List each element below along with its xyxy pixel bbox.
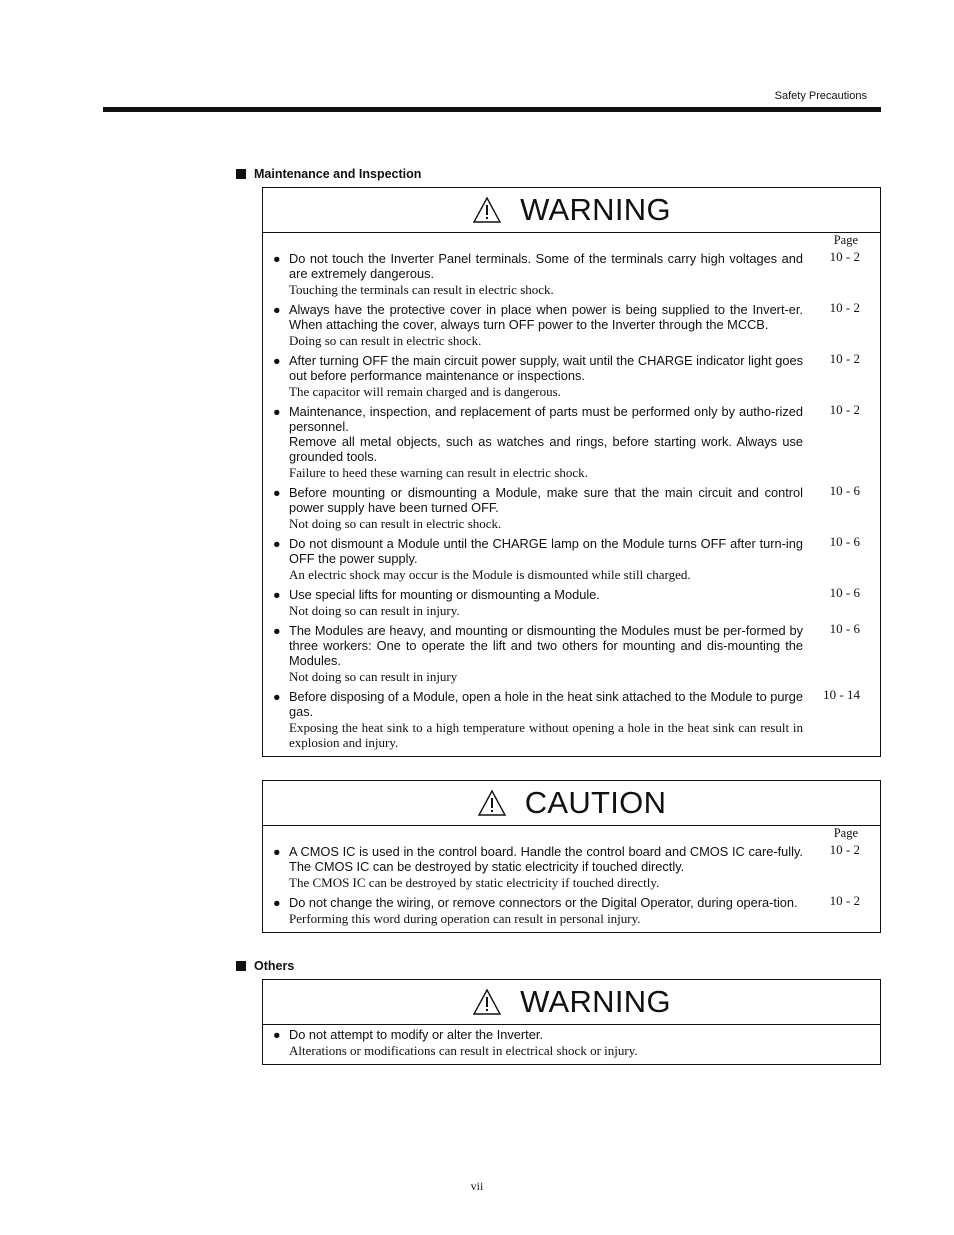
bullet-icon: ●	[273, 486, 281, 500]
bullet-icon: ●	[273, 690, 281, 704]
item-note: Touching the terminals can result in electric shock.	[289, 282, 554, 297]
bullet-icon: ●	[273, 405, 281, 419]
warning-title: WARNING	[520, 192, 671, 227]
item-text-continued: Remove all metal objects, such as watches and rings, before starting work. Always use grounded tools.	[289, 434, 803, 464]
item-page-ref: 10 - 2	[829, 351, 860, 366]
warning-header	[263, 188, 880, 233]
item-page-ref: 10 - 2	[829, 893, 860, 908]
item-page-ref: 10 - 6	[829, 534, 860, 549]
caution-header	[263, 781, 880, 826]
list-item	[263, 485, 880, 531]
item-page-ref: 10 - 2	[829, 300, 860, 315]
warning-triangle-icon	[472, 196, 502, 224]
warning-box-maintenance	[262, 187, 881, 757]
item-page-ref: 10 - 2	[829, 402, 860, 417]
item-page-ref: 10 - 2	[829, 249, 860, 264]
page-number: vii	[470, 1179, 484, 1193]
bullet-icon: ●	[273, 303, 281, 317]
item-note: An electric shock may occur is the Module is dismounted while still charged.	[289, 567, 691, 582]
list-item	[263, 251, 880, 297]
warning-header	[263, 980, 880, 1025]
item-text: The Modules are heavy, and mounting or dismounting the Modules must be per-formed by three workers: One to operate the lift and two others for mounting and dis-mounting the Modules.	[289, 623, 803, 668]
item-text: Before mounting or dismounting a Module, make sure that the main circuit and control power supply have been turned OFF.	[289, 485, 803, 515]
section-heading-others	[236, 959, 294, 973]
item-text: Do not dismount a Module until the CHARGE lamp on the Module turns OFF after turn-ing OFF the power supply.	[289, 536, 803, 566]
section-title: Maintenance and Inspection	[254, 167, 422, 181]
list-item	[263, 353, 880, 399]
item-note: Exposing the heat sink to a high temperature without opening a hole in the heat sink can result in explosion and injury.	[289, 720, 803, 750]
item-text: Do not attempt to modify or alter the Inverter.	[289, 1027, 543, 1042]
section-title: Others	[254, 959, 295, 973]
item-note: Alterations or modifications can result in electrical shock or injury.	[289, 1043, 638, 1058]
item-text: Use special lifts for mounting or dismounting a Module.	[289, 587, 600, 602]
bullet-icon: ●	[273, 588, 281, 602]
square-bullet-icon	[236, 169, 246, 179]
item-text: Do not touch the Inverter Panel terminals. Some of the terminals carry high voltages and are extremely dangerous.	[289, 251, 803, 281]
item-page-ref: 10 - 14	[823, 687, 860, 702]
item-text: Maintenance, inspection, and replacement of parts must be performed only by autho-rized personnel.	[289, 404, 803, 434]
item-note: Not doing so can result in electric shock.	[289, 516, 502, 531]
list-item	[263, 404, 880, 480]
warning-triangle-icon	[472, 988, 502, 1016]
item-page-ref: 10 - 2	[829, 842, 860, 857]
list-item	[263, 689, 880, 750]
item-note: Performing this word during operation can result in personal injury.	[289, 911, 641, 926]
header-rule	[103, 107, 881, 112]
list-item	[263, 623, 880, 684]
square-bullet-icon	[236, 961, 246, 971]
section-heading-maintenance	[236, 167, 421, 181]
item-text: Do not change the wiring, or remove connectors or the Digital Operator, during opera-tion.	[289, 895, 798, 910]
warning-title: WARNING	[520, 984, 671, 1019]
bullet-icon: ●	[273, 1028, 281, 1042]
caution-title: CAUTION	[524, 785, 667, 820]
list-item	[263, 587, 880, 618]
item-note: Failure to heed these warning can result in electric shock.	[289, 465, 588, 480]
page-column-label: Page	[833, 233, 858, 247]
bullet-icon: ●	[273, 845, 281, 859]
item-page-ref: 10 - 6	[829, 483, 860, 498]
item-text: Always have the protective cover in place when power is being supplied to the Invert-er. When attaching the cover, always turn OFF power to the Inverter through the MCCB.	[289, 302, 803, 332]
caution-triangle-icon	[477, 789, 507, 817]
list-item	[263, 1027, 880, 1058]
item-page-ref: 10 - 6	[829, 621, 860, 636]
bullet-icon: ●	[273, 896, 281, 910]
item-text: A CMOS IC is used in the control board. Handle the control board and CMOS IC care-fully. The CMOS IC can be destroyed by static electricity if touched directly.	[289, 844, 803, 874]
running-header: Safety Precautions	[774, 90, 867, 102]
item-note: The capacitor will remain charged and is dangerous.	[289, 384, 561, 399]
bullet-icon: ●	[273, 252, 281, 266]
item-note: Doing so can result in electric shock.	[289, 333, 482, 348]
item-note: Not doing so can result in injury.	[289, 603, 460, 618]
bullet-icon: ●	[273, 537, 281, 551]
caution-item-list	[263, 826, 880, 932]
item-note: The CMOS IC can be destroyed by static electricity if touched directly.	[289, 875, 660, 890]
list-item	[263, 844, 880, 890]
caution-box	[262, 780, 881, 933]
item-note: Not doing so can result in injury	[289, 669, 458, 684]
warning-item-list	[263, 233, 880, 756]
bullet-icon: ●	[273, 624, 281, 638]
item-text: Before disposing of a Module, open a hole in the heat sink attached to the Module to purge gas.	[289, 689, 803, 719]
page-column-label: Page	[833, 826, 858, 840]
list-item	[263, 536, 880, 582]
list-item	[263, 302, 880, 348]
warning-box-others	[262, 979, 881, 1065]
item-page-ref: 10 - 6	[829, 585, 860, 600]
bullet-icon: ●	[273, 354, 281, 368]
warning-item-list	[263, 1025, 880, 1064]
item-text: After turning OFF the main circuit power supply, wait until the CHARGE indicator light goes out before performance maintenance or inspections.	[289, 353, 803, 383]
list-item	[263, 895, 880, 926]
